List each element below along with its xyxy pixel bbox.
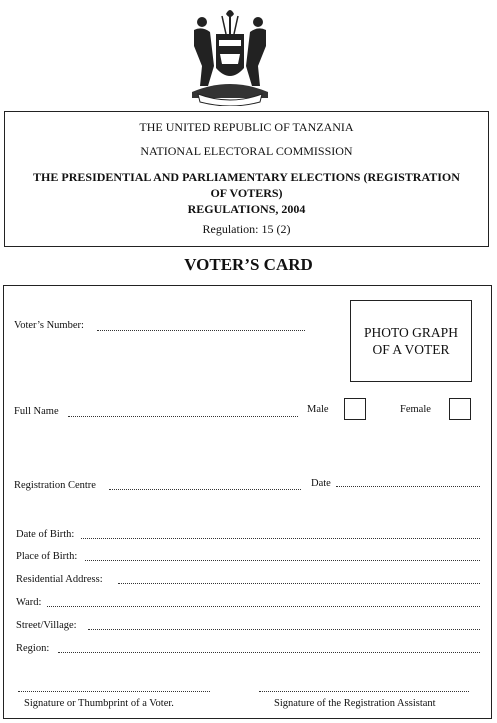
coat-of-arms-icon bbox=[180, 6, 280, 106]
card-title: VOTER’S CARD bbox=[184, 255, 313, 274]
voters-number-label: Voter’s Number: bbox=[14, 320, 84, 331]
full-name-field[interactable] bbox=[68, 416, 298, 417]
female-checkbox[interactable] bbox=[449, 398, 471, 420]
female-label: Female bbox=[400, 404, 431, 415]
header-regulation-title-line3: REGULATIONS, 2004 bbox=[187, 202, 306, 216]
header-box bbox=[4, 111, 489, 247]
assistant-signature-label: Signature of the Registration Assistant bbox=[274, 698, 436, 709]
residential-address-field[interactable] bbox=[118, 583, 480, 584]
voter-signature-label: Signature or Thumbprint of a Voter. bbox=[24, 698, 174, 709]
region-label: Region: bbox=[16, 643, 50, 654]
region-field[interactable] bbox=[58, 652, 480, 653]
male-checkbox[interactable] bbox=[344, 398, 366, 420]
voter-signature-field[interactable] bbox=[18, 691, 210, 692]
photo-label-line1: PHOTO GRAPH bbox=[364, 325, 458, 340]
header-regulation-title-line2: OF VOTERS) bbox=[210, 186, 283, 200]
date-field[interactable] bbox=[336, 486, 480, 487]
registration-centre-field[interactable] bbox=[109, 489, 301, 490]
full-name-label: Full Name bbox=[14, 406, 59, 417]
date-of-birth-label: Date of Birth: bbox=[16, 529, 75, 540]
voters-number-field[interactable] bbox=[97, 330, 305, 331]
residential-address-label: Residential Address: bbox=[16, 574, 103, 585]
registration-centre-label: Registration Centre bbox=[14, 480, 96, 491]
header-country: THE UNITED REPUBLIC OF TANZANIA bbox=[139, 120, 354, 134]
date-of-birth-field[interactable] bbox=[81, 538, 480, 539]
place-of-birth-field[interactable] bbox=[85, 560, 480, 561]
assistant-signature-field[interactable] bbox=[259, 691, 469, 692]
ward-label: Ward: bbox=[16, 597, 42, 608]
ward-field[interactable] bbox=[47, 606, 480, 607]
header-commission: NATIONAL ELECTORAL COMMISSION bbox=[140, 144, 353, 158]
male-label: Male bbox=[307, 404, 329, 415]
header-regulation-number: Regulation: 15 (2) bbox=[202, 222, 291, 236]
street-village-field[interactable] bbox=[88, 629, 480, 630]
place-of-birth-label: Place of Birth: bbox=[16, 551, 78, 562]
date-label: Date bbox=[311, 478, 331, 489]
street-village-label: Street/Village: bbox=[16, 620, 77, 631]
header-regulation-title-line1: THE PRESIDENTIAL AND PARLIAMENTARY ELECTIONS (REGISTRATION bbox=[33, 170, 460, 184]
photo-label-line2: OF A VOTER bbox=[372, 342, 450, 357]
photo-box bbox=[350, 300, 472, 382]
